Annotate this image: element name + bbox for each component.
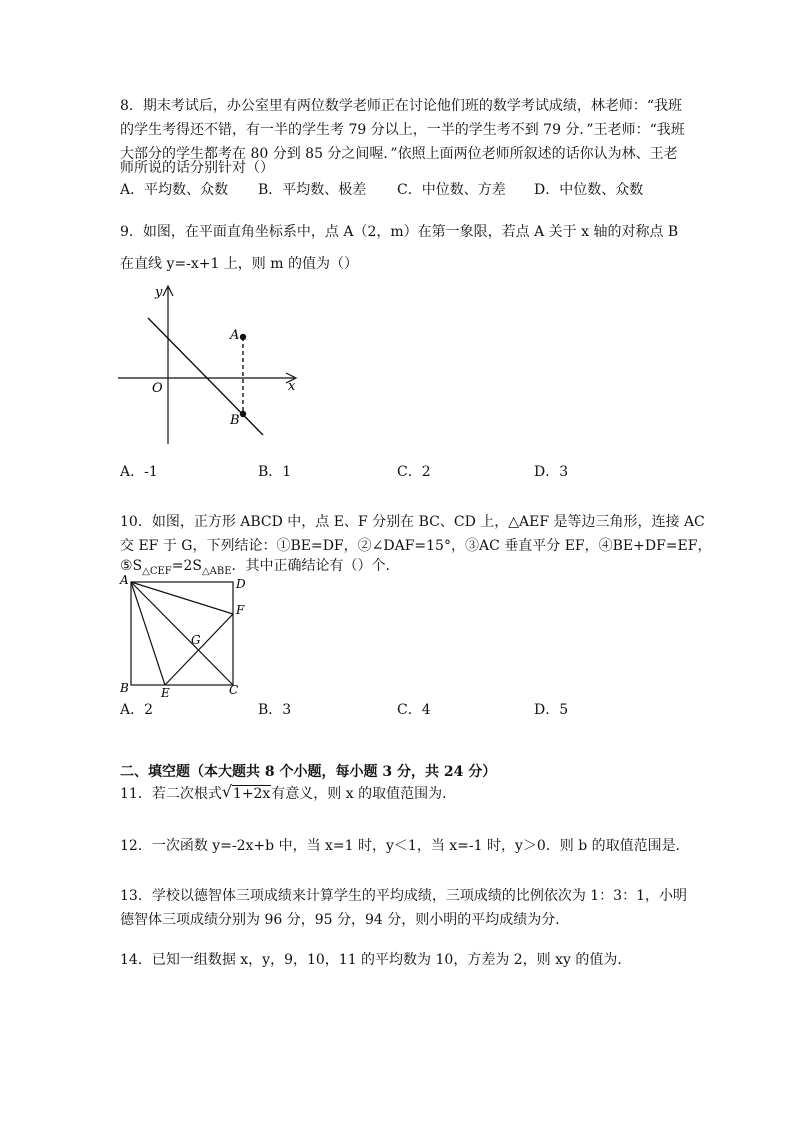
x-axis-label: x [288, 379, 296, 394]
point-b-label: B [230, 413, 240, 428]
q8-option-b[interactable]: B．平均数、极差 [258, 182, 367, 198]
segment-ae [131, 582, 165, 685]
q9-option-b[interactable]: B．1 [258, 464, 292, 480]
q10-line-3-sub-1: △CEF [142, 565, 172, 577]
q10-option-c[interactable]: C．4 [397, 702, 431, 718]
vertex-c-label: C [229, 683, 239, 697]
point-a-dot [240, 334, 246, 340]
q11-radicand: 1+2x [232, 786, 271, 802]
vertex-f-label: F [236, 603, 245, 617]
q8-line-2: 的学生考得还不错，有一半的学生考 79 分以上，一半的学生考不到 79 分．”王老师：“我班 [120, 122, 685, 138]
y-axis-label: y [155, 285, 163, 300]
q8-line-3: 大部分的学生都考在 80 分到 85 分之间喔．”依照上面两位老师所叙述的话你认为林、王老 [120, 146, 678, 162]
q9-option-a[interactable]: A．-1 [120, 464, 158, 480]
sqrt-icon: √ [221, 782, 233, 801]
q10-line-1: 10．如图，正方形 ABCD 中，点 E、F 分别在 BC、CD 上，△AEF 是等边三角形，连接 AC [120, 514, 705, 530]
q8-option-c[interactable]: C．中位数、方差 [397, 182, 506, 198]
q13-line-1: 13．学校以德智体三项成绩来计算学生的平均成绩，三项成绩的比例依次为 1：3：1，小明 [120, 888, 687, 904]
q8-line-4: 师所说的话分别针对（） [120, 160, 274, 176]
section-2-title: 二、填空题（本大题共 8 个小题，每小题 3 分，共 24 分） [120, 764, 497, 780]
q10-line-3-mid: =2S [171, 558, 202, 574]
point-a-label: A [230, 328, 240, 343]
q11-prefix: 11．若二次根式 [120, 786, 222, 802]
vertex-a-label: A [120, 573, 129, 587]
q9-line-1: 9．如图，在平面直角坐标系中，点 A（2，m）在第一象限，若点 A 关于 x 轴的对称点 B [120, 224, 679, 240]
q9-line-2: 在直线 y=-x+1 上，则 m 的值为（） [120, 256, 358, 272]
question-12: 12．一次函数 y=-2x+b 中，当 x=1 时，y＜1，当 x=-1 时，y＞0．则 b 的取值范围是． [120, 838, 690, 854]
q10-square-figure [116, 572, 256, 700]
q9-coordinate-figure [110, 282, 310, 450]
vertex-d-label: D [236, 577, 246, 591]
q13-line-2: 德智体三项成绩分别为 96 分，95 分，94 分，则小明的平均成绩为分． [120, 912, 570, 928]
q8-option-d[interactable]: D．中位数、众数 [534, 182, 644, 198]
vertex-g-label: G [191, 633, 201, 647]
q8-option-a[interactable]: A．平均数、众数 [120, 182, 229, 198]
question-11 [120, 784, 680, 804]
point-b-dot [240, 411, 246, 417]
q10-option-b[interactable]: B．3 [258, 702, 292, 718]
q10-option-a[interactable]: A．2 [120, 702, 154, 718]
question-14: 14．已知一组数据 x，y，9，10，11 的平均数为 10，方差为 2，则 xy 的值为． [120, 952, 632, 968]
q9-option-c[interactable]: C．2 [397, 464, 431, 480]
q10-line-3-prefix: ⑤S [120, 558, 143, 574]
q9-option-d[interactable]: D．3 [534, 464, 569, 480]
origin-label: O [152, 381, 163, 396]
q10-line-3-sub-2: △ABE [201, 565, 232, 577]
vertex-e-label: E [161, 686, 170, 700]
q11-sqrt [222, 784, 271, 804]
vertex-b-label: B [120, 681, 129, 695]
q10-line-3-suffix: ．其中正确结论有（）个． [231, 558, 400, 574]
q11-suffix: 有意义，则 x 的取值范围为． [271, 786, 457, 802]
q10-option-d[interactable]: D．5 [534, 702, 569, 718]
q8-line-1: 8．期末考试后，办公室里有两位数学老师正在讨论他们班的数学考试成绩，林老师：“我班 [120, 98, 683, 114]
q10-line-2: 交 EF 于 G，下列结论：①BE=DF，②∠DAF=15°，③AC 垂直平分 EF，④BE+DF=EF， [120, 538, 712, 554]
